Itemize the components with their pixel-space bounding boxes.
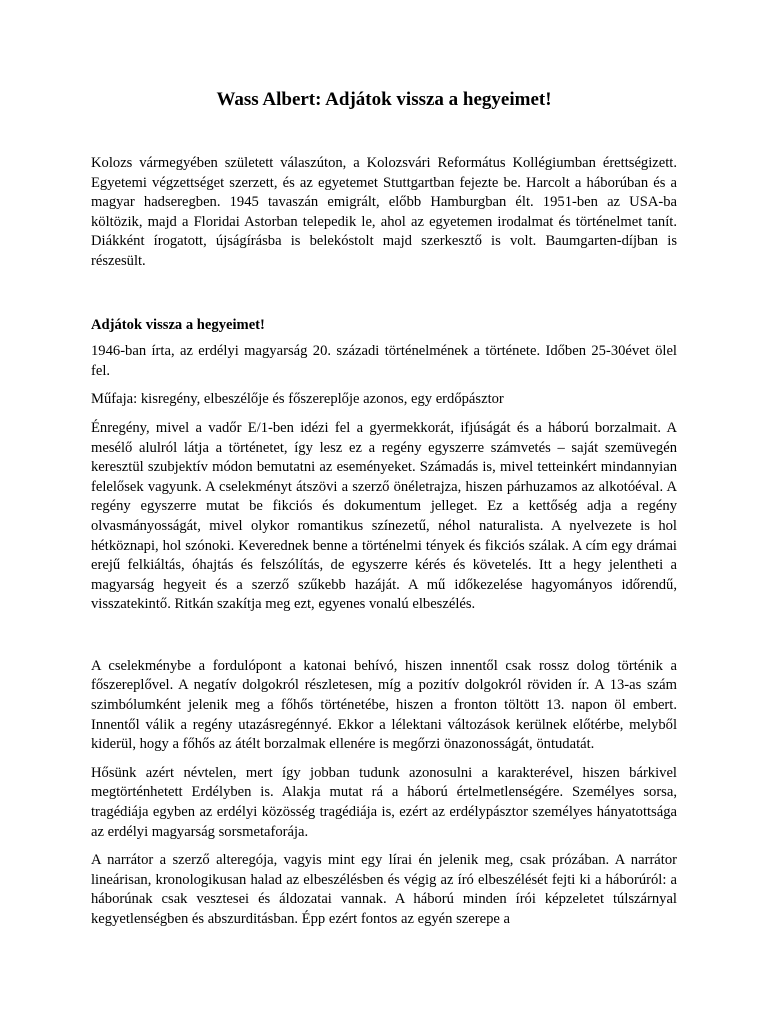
paragraph-written: 1946-ban írta, az erdélyi magyarság 20. századi történelmének a története. Időben 25-30évet ölel fel. [91,343,677,379]
document-body [91,154,677,930]
paragraph-narrator: A narrátor a szerző alteregója, vagyis mint egy lírai én jelenik meg, csak prózában. A narrátor lineárisan, kronologikusan halad az elbeszélésben és végig az író elbeszélését fejti ki a háborúról: a háborúnak csak vesztesei és áldozatai vannak. A háború minden írói képzeletet túlszárnyal kegyetlenségben és abszurditásban. Épp ezért fontos az egyén szerepe a [91,852,677,927]
paragraph-genre: Műfaja: kisregény, elbeszélője és főszereplője azonos, egy erdőpásztor [91,391,504,408]
paragraph-first-person-novel: Énregény, mivel a vadőr E/1-ben idézi fel a gyermekkorát, ifjúságát és a háború borzalmait. A mesélő alulról látja a történetet, így lesz ez a regény egyszerre számvetés – saját szemüvegén keresztül szubjektív módon bemutatni az eseményeket. Számadás is, mivel tetteinkért mindannyian felelősek vagyunk. A cselekményt átszövi a szerző önéletrajza, hiszen párhuzamos az alkotóéval. A regény egyszerre mutat be fikciós és dokumentum jelleget. Ez a kettőség adja a regény olvasmányosságát, mivel olykor romantikus színezetű, néhol naturalista. A nyelvezete is hol hétköznapi, hol szónoki. Keverednek benne a történelmi tények és fikciós szálak. A cím egy drámai erejű felkiáltás, óhajtás és felszólítás, de egyszerre kérés és követelés. Itt a hegy jelentheti a magyarság hegyeit és a szerző szűkebb hazáját. A mű időkezelése hagyományos időrendű, visszatekintő. Ritkán szakítja meg ezt, egyenes vonalú elbeszélés. [91,419,677,613]
document-title: Wass Albert: Adjátok vissza a hegyeimet! [216,89,552,110]
paragraph-hero: Hősünk azért névtelen, mert így jobban tudunk azonosulni a karakterével, hiszen bárkivel megtörténhetett Erdélyben is. Alakja mutat rá a háború értelmetlenségére. Személyes sorsa, tragédiája egyben az erdélyi közösség tragédiája is, ezért az erdélypásztor személyes hányatottsága az erdélyi magyarság sorsmetaforája. [91,764,677,840]
paragraph-turning-point: A cselekménybe a fordulópont a katonai behívó, hiszen innentől csak rossz dolog történik a főszereplővel. A negatív dolgokról részletesen, míg a pozitív dolgokról röviden ír. A 13-as szám szimbólumként jelenik meg a főhős történetébe, hiszen a fronton töltött 13. napon öl embert. Innentől válik a regény utazásregénnyé. Ekkor a lélektani változások kerülnek előtérbe, melyből kiderül, hogy a főhős az átélt borzalmak ellenére is megőrzi önazonosságát, öntudatát. [91,657,677,753]
section-heading: Adjátok vissza a hegyeimet! [91,316,265,333]
intro-paragraph: Kolozs vármegyében született válaszúton, a Kolozsvári Református Kollégiumban érettségizett. Egyetemi végzettséget szerzett, és az egyetemet Stuttgartban fejezte be. Harcolt a háborúban és a magyar hadseregben. 1945 tavaszán emigrált, előbb Hamburgban élt. 1951-ben az USA-ba költözik, majd a Floridai Astorban telepedik le, ahol az egyetemen irodalmat és történelmet tanít. Diákként írogatott, újságírásba is belekóstolt majd szerkesztő is volt. Baumgarten-díjban is részesült. [91,155,677,269]
